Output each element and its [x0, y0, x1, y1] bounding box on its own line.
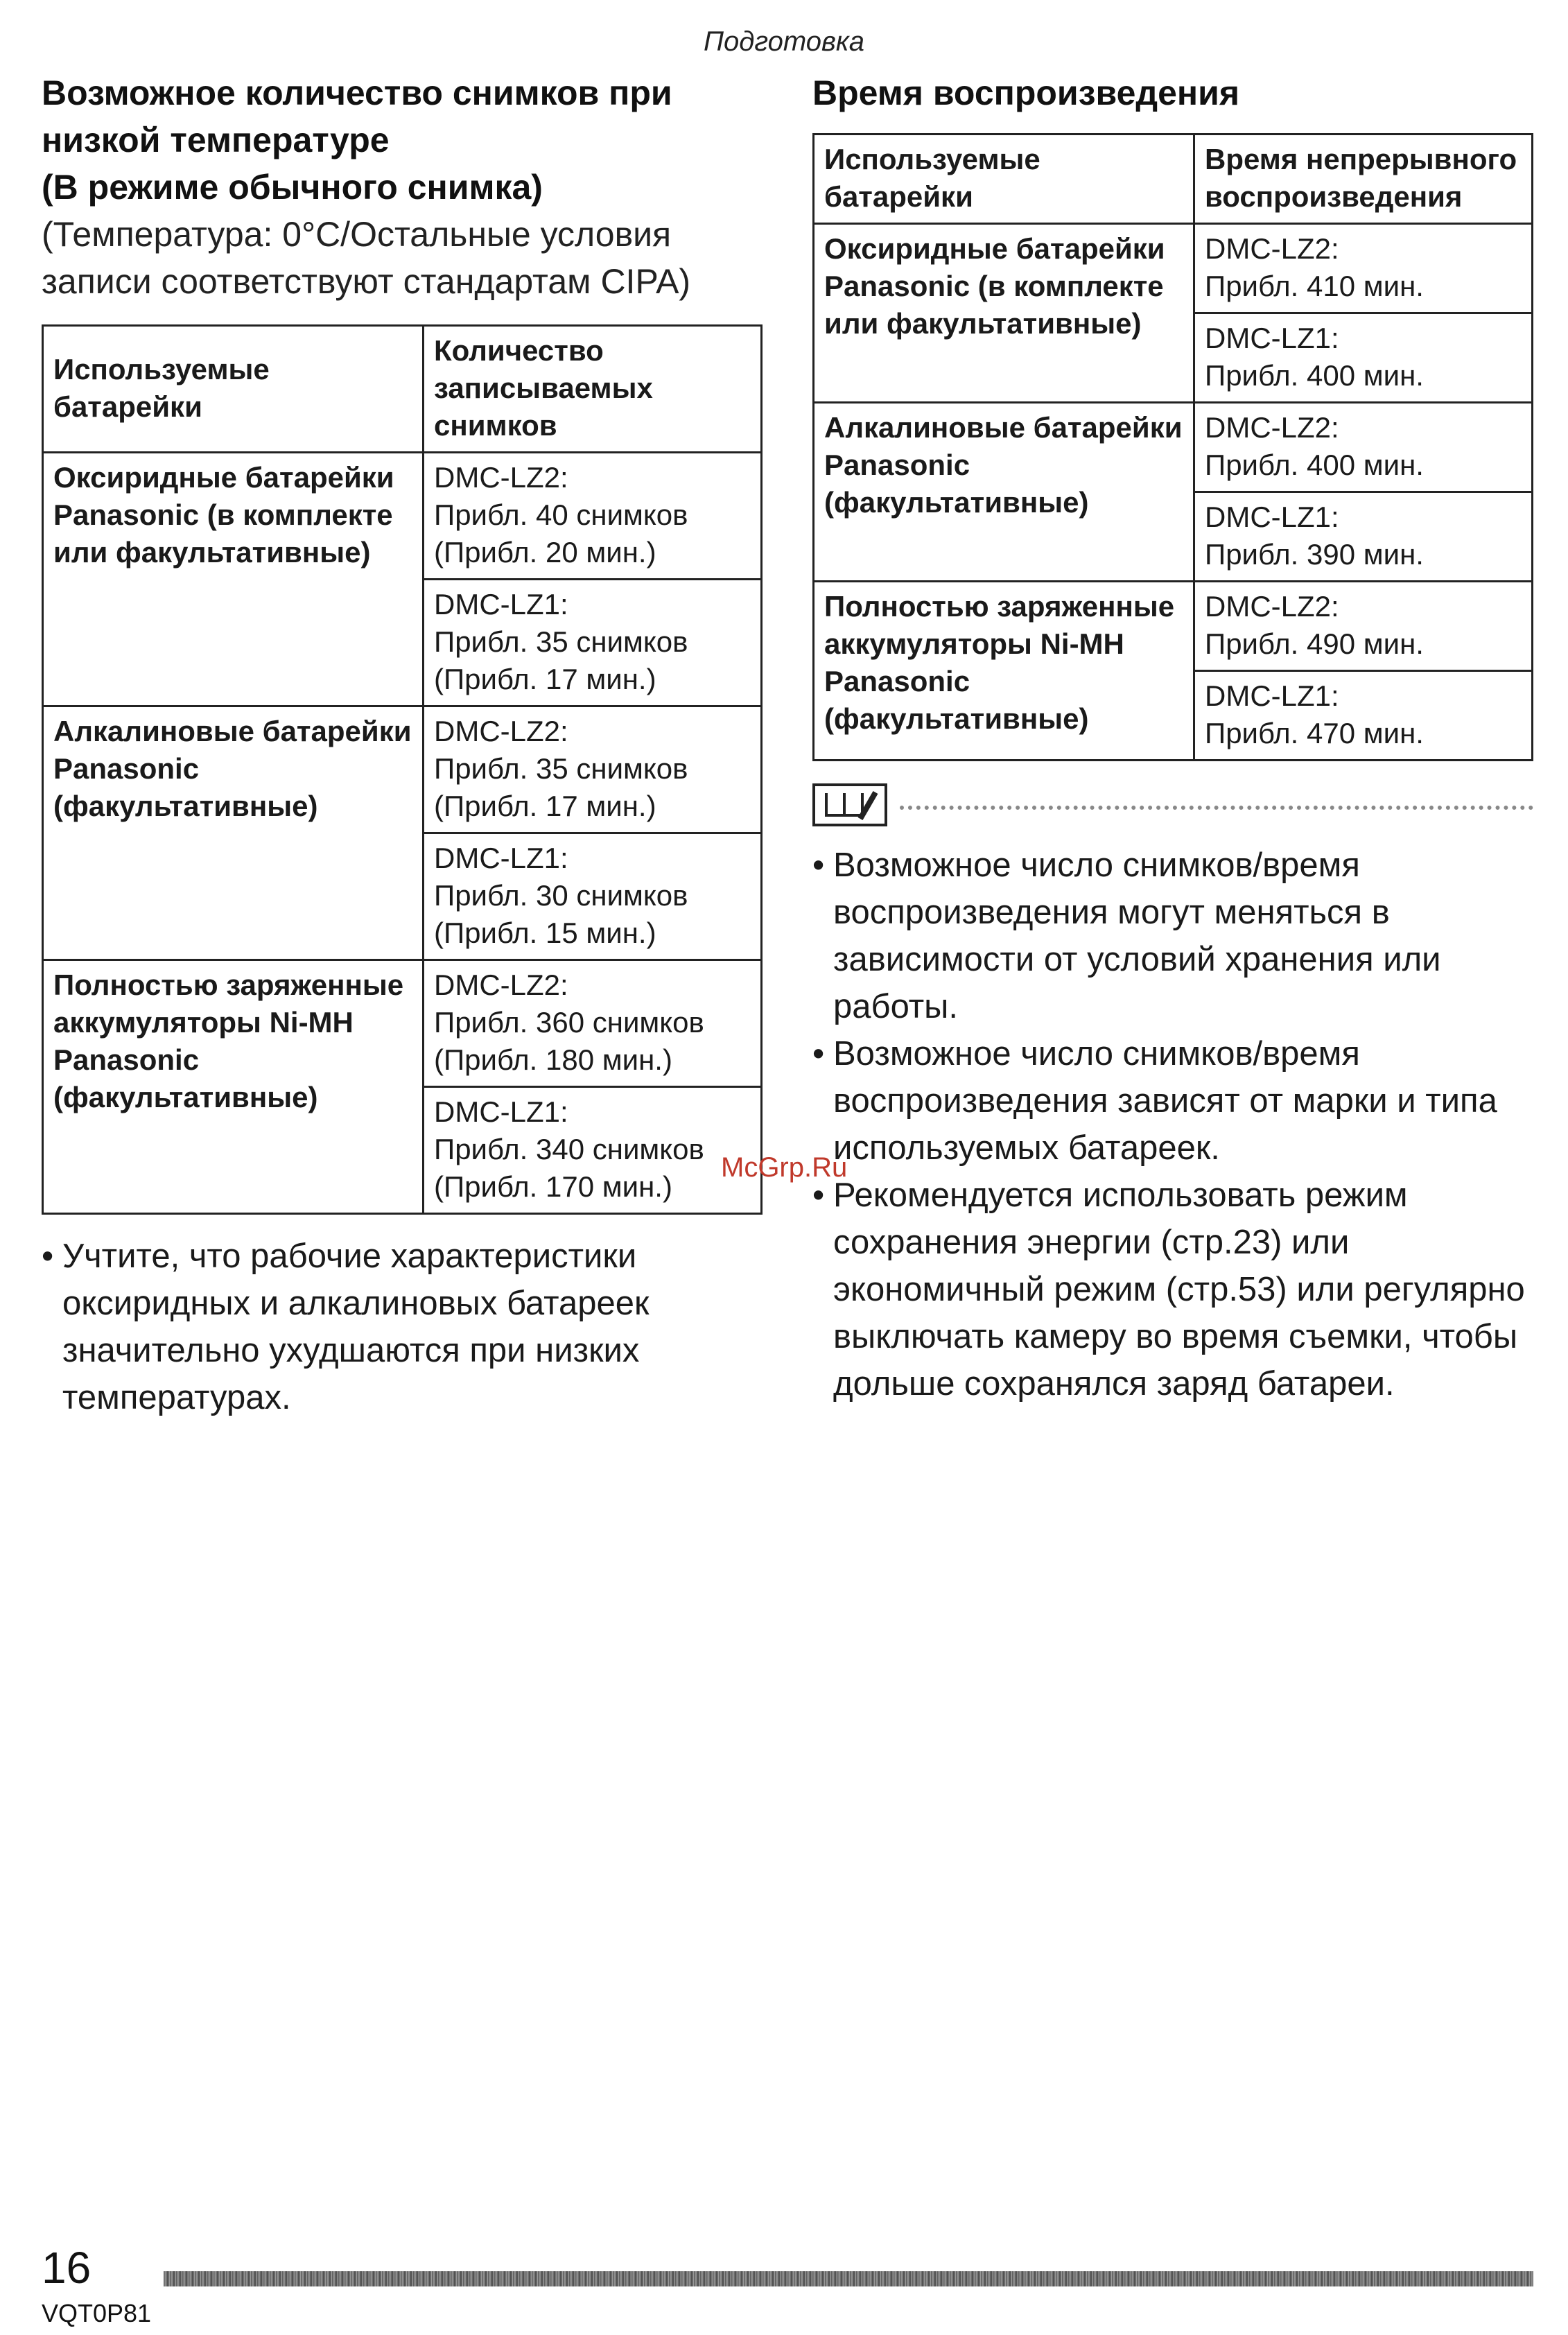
battery-cell: Оксиридные батарейки Panasonic (в комплекте или факультативные) [814, 224, 1194, 403]
playback-table [812, 133, 1533, 761]
shot-time: (Прибл. 180 мин.) [434, 1043, 672, 1076]
value-cell [424, 833, 762, 960]
model-label: DMC-LZ1: [1205, 501, 1339, 533]
model-label: DMC-LZ2: [434, 969, 568, 1001]
value-cell [424, 960, 762, 1087]
shot-count: Прибл. 35 снимков [434, 752, 688, 785]
watermark: McGrp.Ru [721, 1152, 848, 1183]
value-cell [1194, 492, 1533, 582]
battery-cell: Оксиридные батарейки Panasonic (в комплекте или факультативные) [43, 453, 424, 706]
model-label: DMC-LZ1: [434, 588, 568, 620]
value-cell [424, 1087, 762, 1214]
table-header-row [43, 326, 762, 453]
right-column [812, 69, 1533, 1407]
low-temp-conditions [42, 211, 763, 305]
shot-time: (Прибл. 17 мин.) [434, 663, 656, 695]
playback-time: Прибл. 470 мин. [1205, 717, 1424, 749]
table-row [43, 453, 762, 580]
table-row [43, 960, 762, 1087]
list-item: • Учтите, что рабочие характеристики оксиридных и алкалиновых батареек значительно ухудшаются при низких температурах. [42, 1233, 763, 1421]
shot-count: Прибл. 40 снимков [434, 498, 688, 531]
note-divider [812, 783, 1533, 832]
value-cell [1194, 403, 1533, 492]
left-notes [42, 1233, 763, 1421]
value-cell [424, 706, 762, 833]
model-label: DMC-LZ1: [434, 842, 568, 874]
shot-count: Прибл. 35 снимков [434, 625, 688, 658]
shot-time: (Прибл. 20 мин.) [434, 536, 656, 568]
page-number: 16 [42, 2243, 92, 2293]
value-cell [1194, 313, 1533, 403]
model-label: DMC-LZ2: [434, 715, 568, 747]
footer-rule [164, 2271, 1533, 2286]
section-header: Подготовка [704, 26, 864, 57]
table-row [43, 706, 762, 833]
value-cell [1194, 224, 1533, 313]
playback-time: Прибл. 400 мин. [1205, 359, 1424, 392]
list-item: • Возможное число снимков/время воспроизведения зависят от марки и типа используемых батареек. [812, 1030, 1533, 1172]
playback-time: Прибл. 390 мин. [1205, 538, 1424, 571]
shot-time: (Прибл. 170 мин.) [434, 1170, 672, 1203]
value-cell [424, 453, 762, 580]
shot-count: Прибл. 30 снимков [434, 879, 688, 912]
model-label: DMC-LZ2: [1205, 590, 1339, 623]
title-line: низкой температуре [42, 121, 390, 159]
model-label: DMC-LZ1: [434, 1095, 568, 1128]
playback-title: Время воспроизведения [812, 73, 1240, 112]
left-column [42, 69, 763, 1421]
list-item: • Возможное число снимков/время воспроизведения могут меняться в зависимости от условий хранения или работы. [812, 842, 1533, 1030]
value-cell [424, 580, 762, 706]
model-label: DMC-LZ1: [1205, 322, 1339, 354]
battery-cell: Полностью заряженные аккумуляторы Ni-MH Panasonic (факультативные) [814, 582, 1194, 761]
shot-count: Прибл. 360 снимков [434, 1006, 704, 1039]
column-header-shots: Количество записываемых снимков [424, 326, 762, 453]
dotted-divider [900, 806, 1533, 810]
title-line: (В режиме обычного снимка) [42, 168, 543, 207]
shot-time: (Прибл. 17 мин.) [434, 790, 656, 822]
list-item: • Рекомендуется использовать режим сохранения энергии (стр.23) или экономичный режим (стр.53) или регулярно выключать камеру во время съемки, чтобы дольше сохранялся заряд батареи. [812, 1172, 1533, 1407]
column-header-batteries: Используемые батарейки [814, 134, 1194, 224]
battery-cell: Алкалиновые батарейки Panasonic (факультативные) [43, 706, 424, 960]
playback-time: Прибл. 410 мин. [1205, 270, 1424, 302]
value-cell [1194, 671, 1533, 761]
column-header-batteries: Используемые батарейки [43, 326, 424, 453]
shots-table [42, 324, 763, 1215]
value-cell [1194, 582, 1533, 671]
subtitle-line: (Температура: 0°C/Остальные условия [42, 215, 672, 254]
right-notes [812, 842, 1533, 1407]
model-label: DMC-LZ1: [1205, 679, 1339, 712]
playback-time: Прибл. 490 мин. [1205, 627, 1424, 660]
title-line: Возможное количество снимков при [42, 73, 672, 112]
table-row [814, 582, 1533, 671]
model-label: DMC-LZ2: [1205, 232, 1339, 265]
playback-time: Прибл. 400 мин. [1205, 449, 1424, 481]
note-book-icon [812, 783, 887, 826]
table-row [814, 403, 1533, 492]
battery-cell: Полностью заряженные аккумуляторы Ni-MH Panasonic (факультативные) [43, 960, 424, 1214]
low-temp-title [42, 69, 763, 211]
table-row [814, 224, 1533, 313]
column-header-playback-time: Время непрерывного воспроизведения [1194, 134, 1533, 224]
model-label: DMC-LZ2: [434, 461, 568, 494]
table-header-row [814, 134, 1533, 224]
model-label: DMC-LZ2: [1205, 411, 1339, 444]
shot-count: Прибл. 340 снимков [434, 1133, 704, 1165]
subtitle-line: записи соответствуют стандартам CIPA) [42, 262, 691, 301]
battery-cell: Алкалиновые батарейки Panasonic (факультативные) [814, 403, 1194, 582]
shot-time: (Прибл. 15 мин.) [434, 917, 656, 949]
document-code: VQT0P81 [42, 2299, 152, 2327]
